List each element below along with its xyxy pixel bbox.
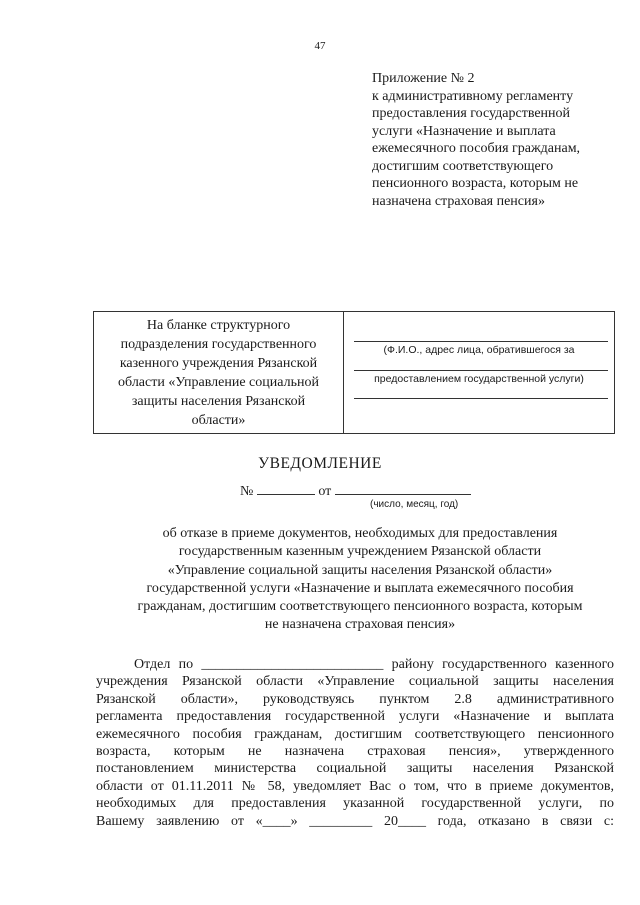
recipient-caption: (Ф.И.О., адрес лица, обратившегося за [383,344,575,356]
page-number: 47 [314,40,326,52]
appendix-line: услуги «Назначение и выплата [372,123,556,139]
letterhead-note [94,312,344,433]
appendix-line: к административному регламенту [372,88,574,104]
subject-line: об отказе в приеме документов, необходимых для предоставления [162,526,558,541]
header-box [93,311,615,434]
body-line: возраста, которым не назначена страховая пенсия», утвержденного [96,743,614,759]
subject-line: «Управление социальной защиты населения Рязанской области» [167,562,553,578]
body-line: Вашему заявлению от «____» _________ 20____ года, отказано в связи с: [96,813,614,829]
recipient-extra-line[interactable] [354,398,608,399]
notice-title: УВЕДОМЛЕНИЕ [258,455,382,472]
recipient-caption: предоставлением государственной услуги) [374,373,584,385]
notice-number-date [240,482,471,500]
letterhead-line: На бланке структурного [146,318,291,333]
appendix-line: достигшим соответствующего [372,158,554,174]
letterhead-line: области» [191,413,246,428]
appendix-block [372,70,622,210]
body-line: необходимых для предоставления указанной государственной услуги, по [96,796,614,812]
date-caption: (число, месяц, год) [370,499,459,510]
letterhead-line: подразделения государственного [120,337,317,352]
appendix-line: ежемесячного пособия гражданам, [372,141,581,156]
number-field[interactable] [257,482,315,495]
appendix-line: назначена страховая пенсия» [372,193,545,209]
appendix-line: Приложение № 2 [372,71,475,86]
appendix-line: пенсионного возраста, которым не [372,176,579,191]
notice-body [96,656,614,830]
body-line: ежемесячного пособия гражданам, достигшим соответствующего пенсионного [96,726,614,742]
number-label: № [240,484,254,499]
appendix-line: предоставления государственной [372,106,571,121]
letterhead-line: казенного учреждения Рязанской [119,356,318,371]
from-label: от [318,484,332,499]
recipient-block [344,312,614,433]
body-line: Отдел по __________________________ району государственного казенного [134,657,614,672]
notice-subject [100,525,620,635]
subject-line: государственной услуги «Назначение и выплата ежемесячного пособия [146,580,574,596]
body-line: постановлением министерства социальной защиты населения Рязанской [96,761,614,777]
subject-line: не назначена страховая пенсия» [264,617,456,633]
body-line: области от 01.11.2011 № 58, уведомляет Вас о том, что в приеме документов, [96,778,614,794]
letterhead-line: защиты населения Рязанской [131,394,306,409]
subject-line: гражданам, достигшим соответствующего пенсионного возраста, которым [137,599,583,615]
recipient-name-line[interactable] [354,341,608,342]
letterhead-line: области «Управление социальной [118,375,319,390]
subject-line: государственным казенным учреждением Рязанской области [178,544,542,560]
date-field[interactable] [335,482,471,495]
body-line: регламента предоставления государственной услуги «Назначение и выплата [96,709,614,725]
recipient-address-line[interactable] [354,370,608,371]
body-line: Рязанской области», руководствуясь пунктом 2.8 административного [96,691,614,707]
body-line: учреждения Рязанской области «Управление социальной защиты населения [96,674,614,690]
